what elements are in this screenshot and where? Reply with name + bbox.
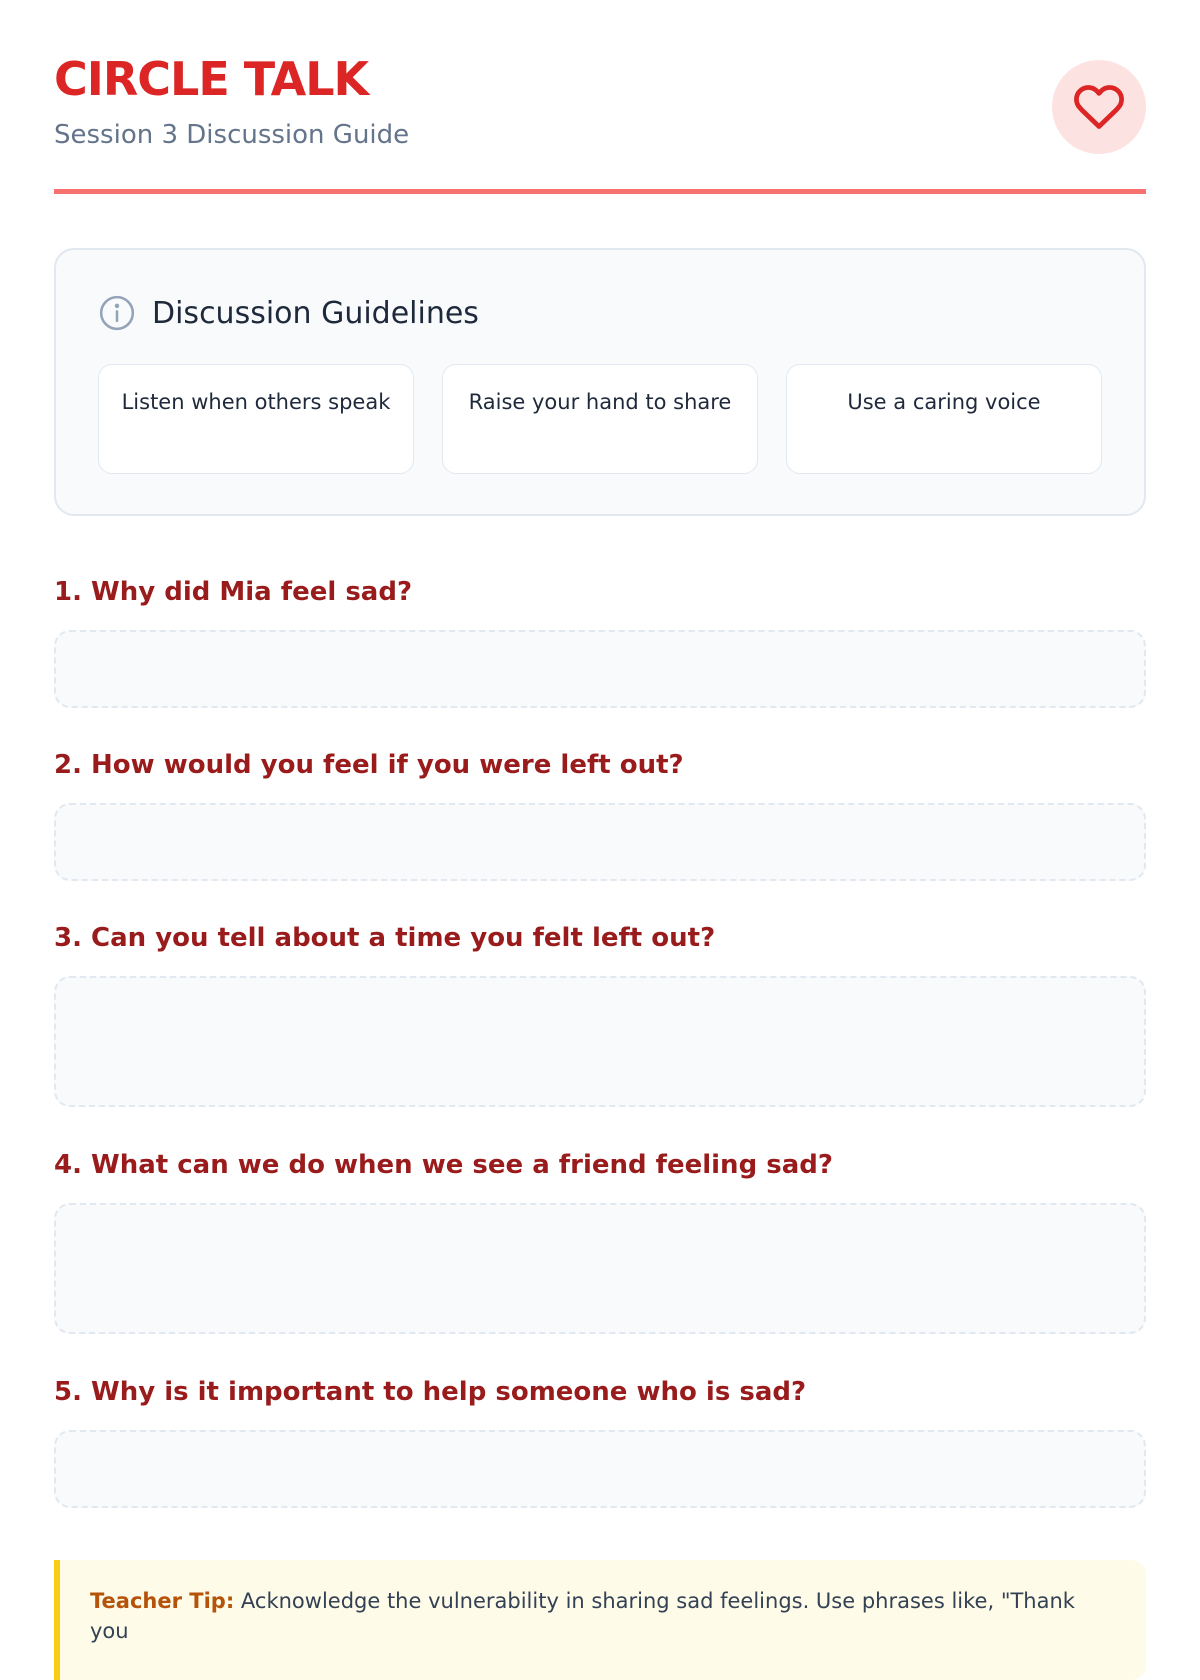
heart-badge [1052, 60, 1146, 154]
question-label: 5. Why is it important to help someone who is sad? [54, 1377, 807, 1407]
guideline-rule-listen: Listen when others speak [98, 364, 414, 474]
page-subtitle: Session 3 Discussion Guide [54, 120, 410, 150]
discussion-guidelines-card [54, 248, 1146, 516]
question-label: 2. How would you feel if you were left out? [54, 750, 684, 780]
teacher-tip-label: Teacher Tip: [90, 1589, 235, 1613]
teacher-tip-text: Acknowledge the vulnerability in sharing sad feelings. Use phrases like, "Thank you [90, 1589, 1075, 1643]
heart-icon [1073, 81, 1125, 133]
question-4 [54, 1145, 1146, 1338]
answer-field-5[interactable] [54, 1430, 1146, 1508]
teacher-tip [54, 1560, 1146, 1680]
guidelines-title: Discussion Guidelines [152, 295, 479, 331]
answer-field-2[interactable] [54, 803, 1146, 881]
question-label: 4. What can we do when we see a friend feeling sad? [54, 1150, 833, 1180]
guideline-rule-caring-voice: Use a caring voice [786, 364, 1102, 474]
answer-field-1[interactable] [54, 630, 1146, 708]
page-header [54, 0, 1146, 194]
question-label: 1. Why did Mia feel sad? [54, 577, 413, 607]
guideline-rule-raise-hand: Raise your hand to share [442, 364, 758, 474]
question-3 [54, 918, 1146, 1111]
info-icon [98, 294, 136, 332]
question-2 [54, 745, 1146, 885]
guidelines-heading [98, 294, 479, 332]
question-1 [54, 572, 1146, 712]
page-title: CIRCLE TALK [54, 52, 369, 106]
answer-field-4[interactable] [54, 1203, 1146, 1334]
question-5 [54, 1372, 1146, 1512]
guideline-rules [98, 364, 1102, 474]
answer-field-3[interactable] [54, 976, 1146, 1107]
question-label: 3. Can you tell about a time you felt left out? [54, 923, 716, 953]
